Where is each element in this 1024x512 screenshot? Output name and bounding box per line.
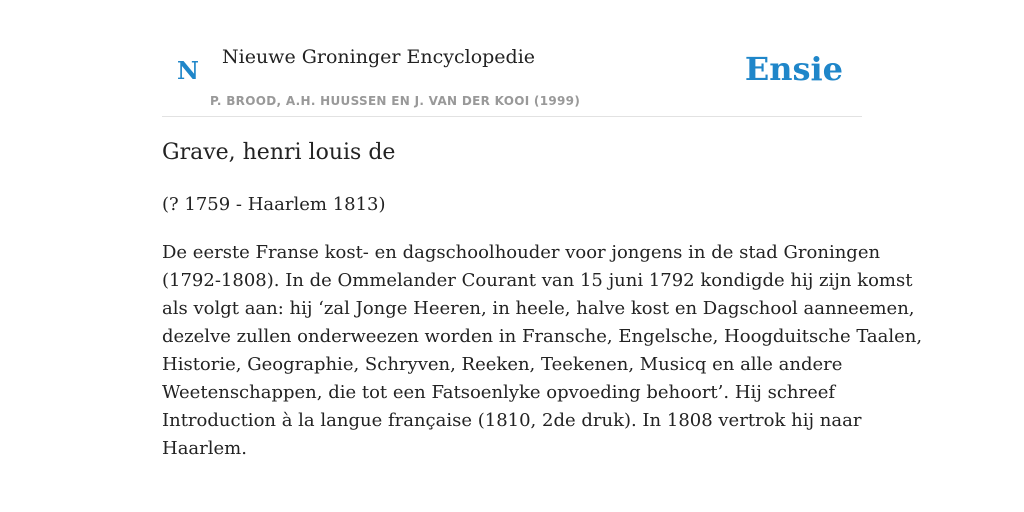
entry-title: Grave, henri louis de bbox=[162, 140, 396, 165]
entry-card bbox=[162, 36, 923, 459]
source-logo: N bbox=[177, 56, 199, 85]
entry-lifespan: (? 1759 - Haarlem 1813) bbox=[162, 194, 386, 215]
source-title[interactable]: Nieuwe Groninger Encyclopedie bbox=[222, 46, 536, 68]
body-line: (1792-1808). In de Ommelander Courant van 15 juni 1792 kondigde hij zijn komst bbox=[162, 270, 913, 291]
body-line: dezelve zullen onderweezen worden in Fransche, Engelsche, Hoogduitsche Taalen, bbox=[162, 326, 923, 347]
body-line: Introduction à la langue française (1810, 2de druk). In 1808 vertrok hij naar bbox=[162, 410, 862, 431]
body-line: Historie, Geographie, Schryven, Reeken, Teekenen, Musicq en alle andere bbox=[162, 354, 843, 375]
body-line: Weetenschappen, die tot een Fatsoenlyke opvoeding behoort’. Hij schreef bbox=[162, 382, 836, 403]
entry-body bbox=[162, 239, 923, 463]
body-line: De eerste Franse kost- en dagschoolhouder voor jongens in de stad Groningen bbox=[162, 242, 881, 263]
source-authors: P. BROOD, A.H. HUUSSEN EN J. VAN DER KOOI (1999) bbox=[210, 94, 581, 108]
body-line: als volgt aan: hij ‘zal Jonge Heeren, in heele, halve kost en Dagschool aanneemen, bbox=[162, 298, 915, 319]
source-header bbox=[162, 36, 862, 117]
body-line: Haarlem. bbox=[162, 438, 247, 459]
brand-logo[interactable]: Ensie bbox=[744, 50, 843, 88]
